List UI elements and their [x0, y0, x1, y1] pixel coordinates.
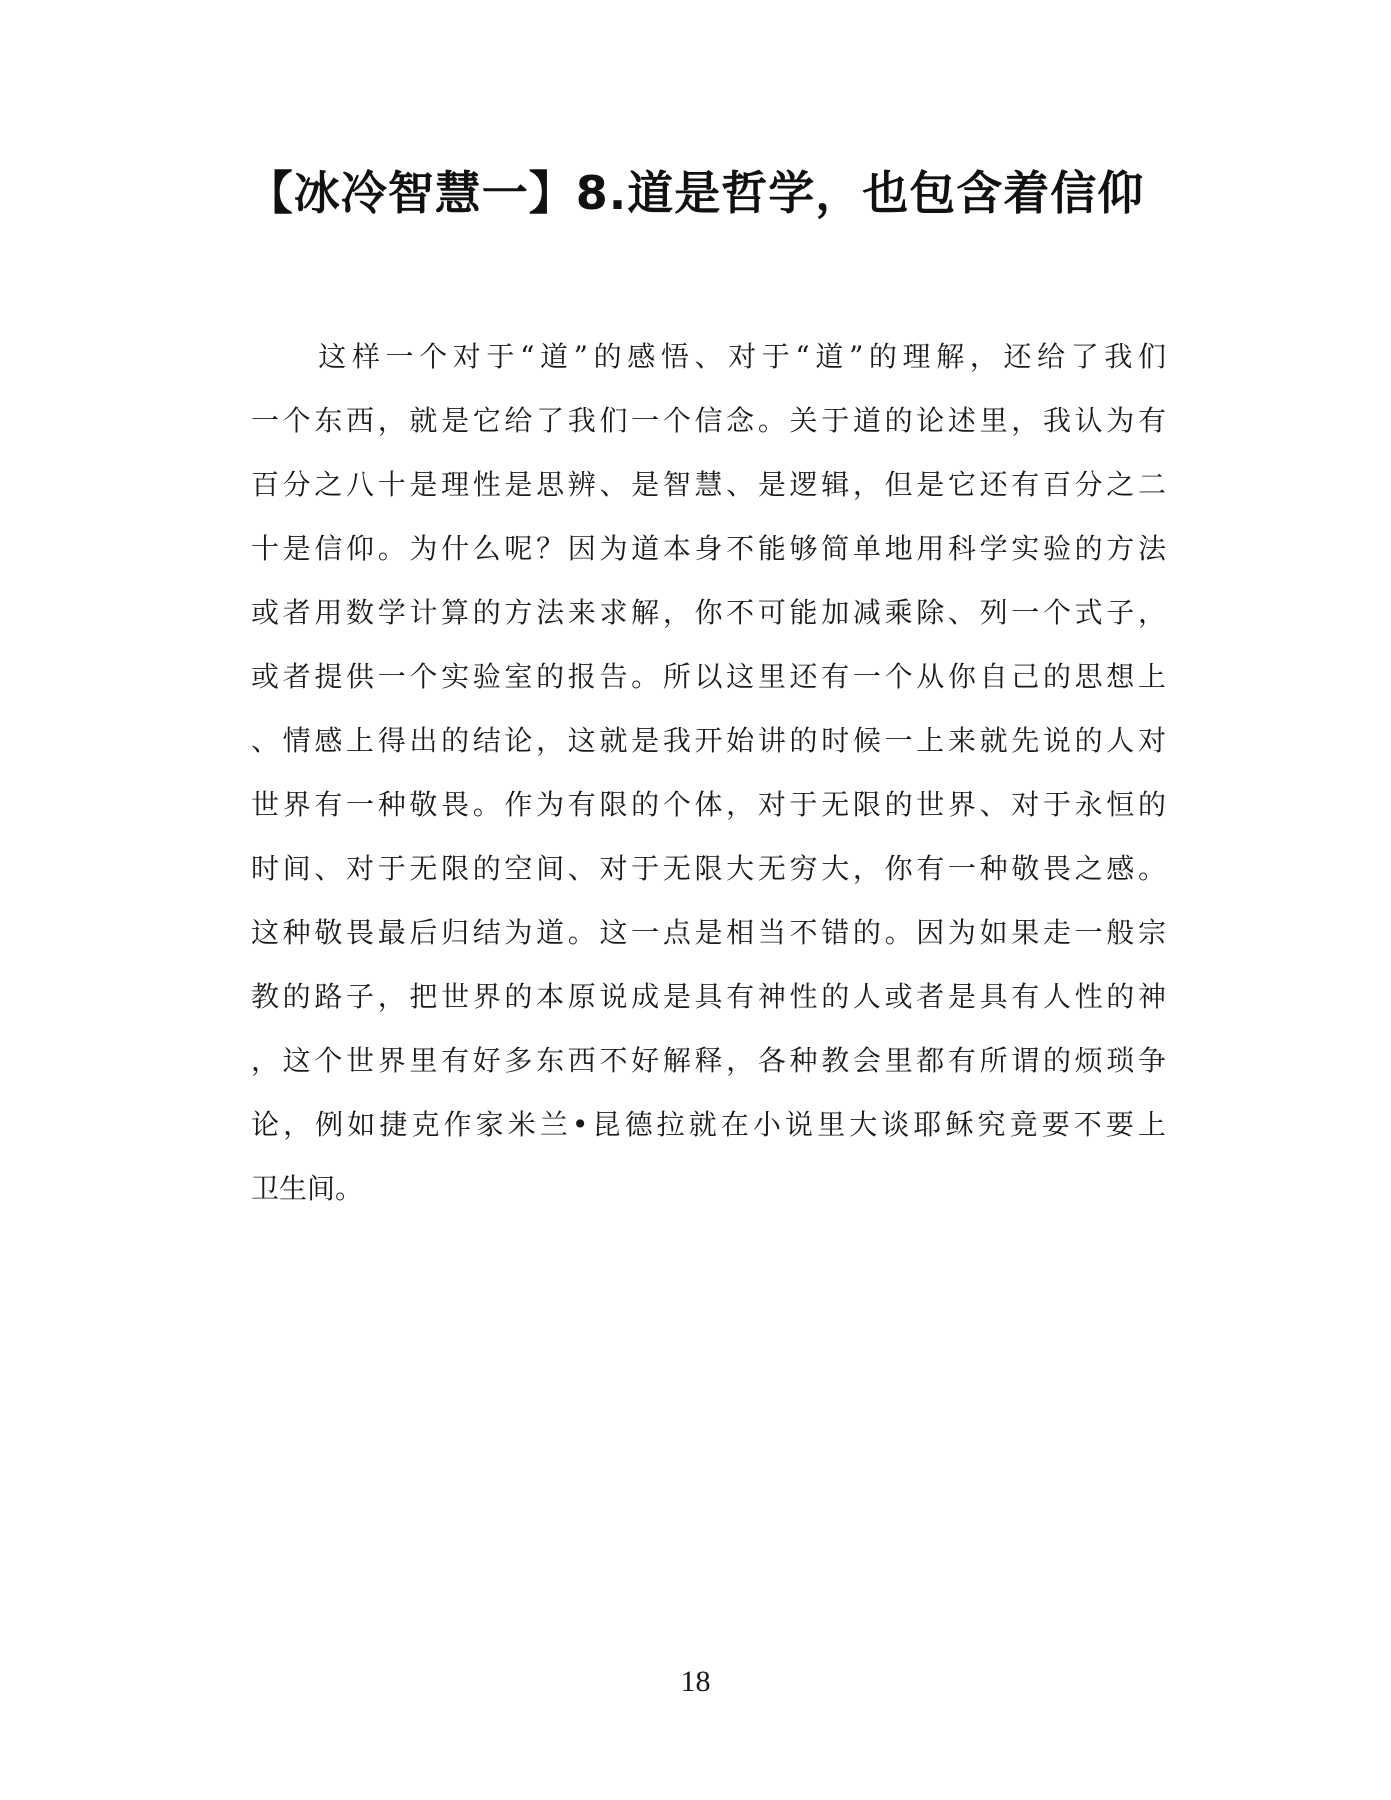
paragraph-line: 、情感上得出的结论，这就是我开始讲的时候一上来就先说的人对	[251, 724, 1166, 757]
paragraph-line: 这种敬畏最后归结为道。这一点是相当不错的。因为如果走一般宗	[251, 916, 1166, 949]
paragraph-line: 世界有一种敬畏。作为有限的个体，对于无限的世界、对于永恒的	[251, 788, 1166, 821]
paragraph-line: 卫生间。	[251, 1172, 364, 1205]
paragraph-line: 或者用数学计算的方法来求解，你不可能加减乘除、列一个式子，	[251, 596, 1166, 629]
paragraph-line: 教的路子，把世界的本原说成是具有神性的人或者是具有人性的神	[251, 980, 1166, 1013]
paragraph-line: 这样一个对于“道”的感悟、对于“道”的理解，还给了我们	[251, 340, 1166, 373]
paragraph-line: ，这个世界里有好多东西不好解释，各种教会里都有所谓的烦琐争	[251, 1044, 1166, 1077]
paragraph-line: 时间、对于无限的空间、对于无限大无穷大，你有一种敬畏之感。	[251, 852, 1166, 885]
paragraph-line: 百分之八十是理性是思辨、是智慧、是逻辑，但是它还有百分之二	[251, 468, 1166, 501]
page-number: 18	[680, 1665, 711, 1698]
paragraph-line: 十是信仰。为什么呢？因为道本身不能够简单地用科学实验的方法	[251, 532, 1166, 565]
paragraph-line: 论，例如捷克作家米兰•昆德拉就在小说里大谈耶稣究竟要不要上	[251, 1108, 1166, 1141]
body-paragraph	[251, 325, 1166, 1221]
paragraph-line: 一个东西，就是它给了我们一个信念。关于道的论述里，我认为有	[251, 404, 1166, 437]
paragraph-line: 或者提供一个实验室的报告。所以这里还有一个从你自己的思想上	[251, 660, 1166, 693]
page-title: 【冰冷智慧一】8.道是哲学，也包含着信仰	[246, 166, 1145, 220]
